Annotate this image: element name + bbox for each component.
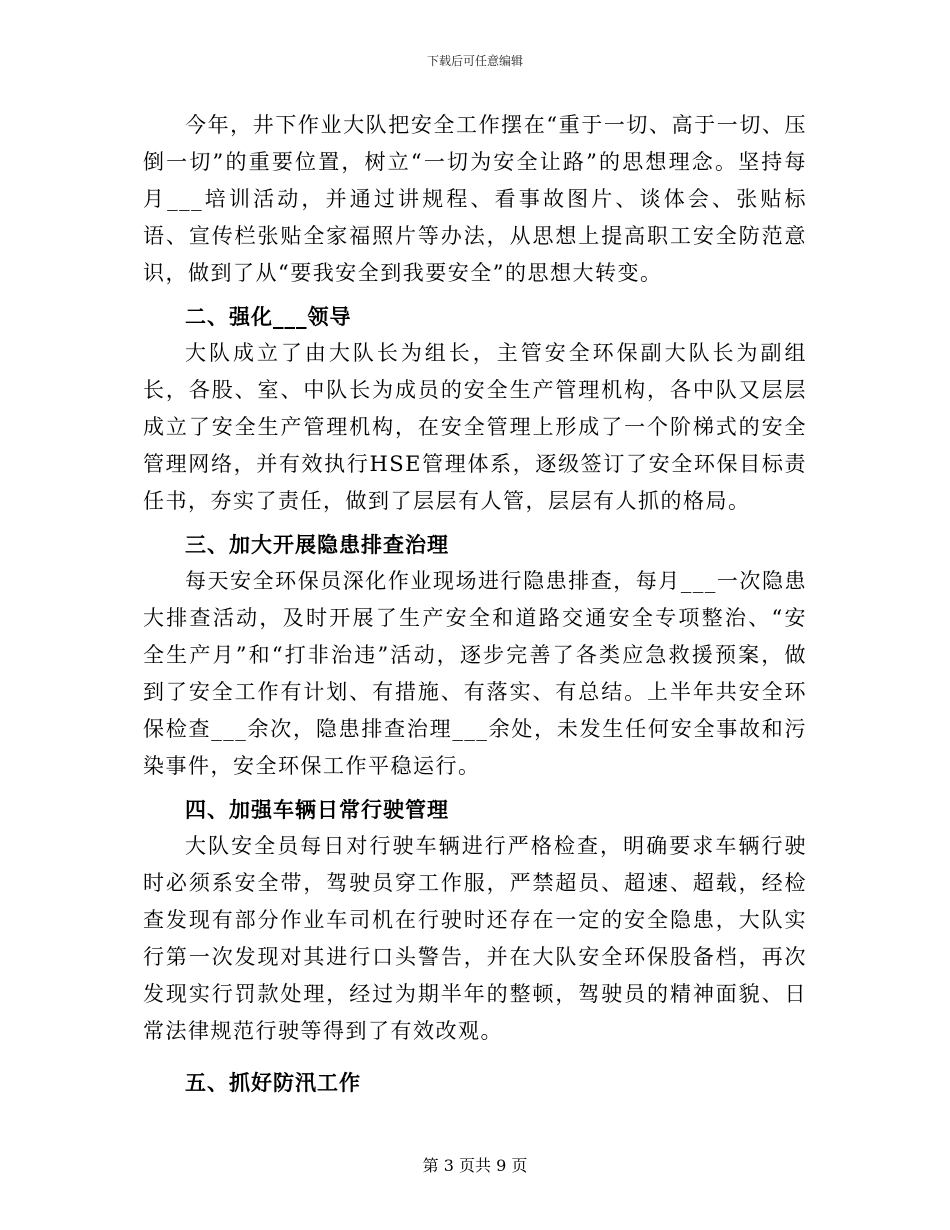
section-2-heading: 二、强化___领导 [185,304,352,329]
page-number-footer: 第 3 页共 9 页 [422,1156,528,1175]
section-3-paragraph: 每天安全环保员深化作业现场进行隐患排查，每月___一次隐患大排查活动，及时开展了生产安全和道路交通安全专项整治、“安全生产月”和“打非治违”活动，逐步完善了各类应急救援预案，做到了安全工作有计划、有措施、有落实、有总结。上半年共安全环保检查___余次，隐患排查治理___余处，未发生任何安全事故和污染事件，安全环保工作平稳运行。 [143,569,807,778]
section-2-paragraph: 大队成立了由大队长为组长，主管安全环保副大队长为副组长，各股、室、中队长为成员的安全生产管理机构，各中队又层层成立了安全生产管理机构，在安全管理上形成了一个阶梯式的安全管理网络，并有效执行HSE管理体系，逐级签订了安全环保目标责任书，夯实了责任，做到了层层有人管，层层有人抓的格局。 [143,341,807,513]
intro-paragraph: 今年，井下作业大队把安全工作摆在“重于一切、高于一切、压倒一切”的重要位置，树立“一切为安全让路”的思想理念。坚持每月___培训活动，并通过讲规程、看事故图片、谈体会、张贴标语、宣传栏张贴全家福照片等办法，从思想上提高职工安全防范意识，做到了从“要我安全到我要安全”的思想大转变。 [143,113,807,285]
section-4-heading: 四、加强车辆日常行驶管理 [185,797,449,822]
section-4-paragraph: 大队安全员每日对行驶车辆进行严格检查，明确要求车辆行驶时必须系安全带，驾驶员穿工作服，严禁超员、超速、超载，经检查发现有部分作业车司机在行驶时还存在一定的安全隐患，大队实行第一次发现对其进行口头警告，并在大队安全环保股备档，再次发现实行罚款处理，经过为期半年的整顿，驾驶员的精神面貌、日常法律规范行驶等得到了有效改观。 [143,834,807,1043]
document-body [143,107,807,1101]
section-3-heading: 三、加大开展隐患排查治理 [185,532,449,557]
page-header: 下载后可任意编辑 [426,54,523,68]
section-5-heading: 五、抓好防汛工作 [185,1070,361,1095]
